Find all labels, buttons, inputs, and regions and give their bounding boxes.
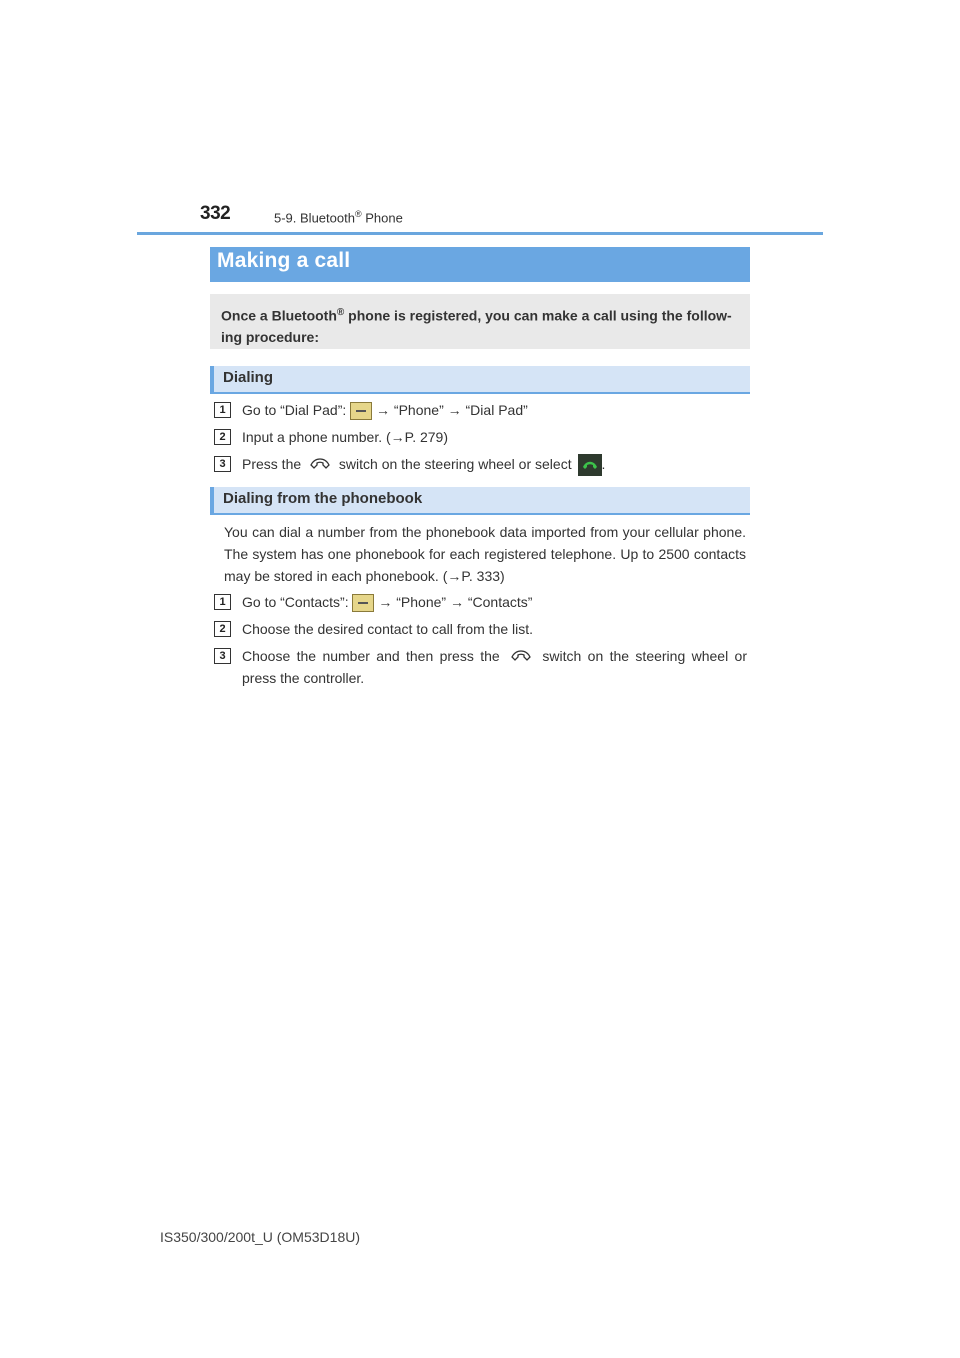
header-rule xyxy=(137,232,823,235)
section-title: Making a call xyxy=(217,249,351,272)
phonebook-step-2: Choose the desired contact to call from the list. xyxy=(242,621,534,637)
dialing-title: Dialing xyxy=(223,369,274,386)
dialing-step-3 xyxy=(242,453,747,476)
chapter-prefix: 5-9. Bluetooth xyxy=(274,210,355,226)
menu-button-icon xyxy=(352,594,374,612)
chapter-reg: ® xyxy=(354,209,362,219)
phonebook-step-3 xyxy=(242,645,747,689)
step-text: → “Phone” → “Dial Pad” xyxy=(372,402,528,418)
step-text: Go to “Contacts”: xyxy=(242,594,353,610)
intro-line-b: phone is registered, you can make a call using the follow-ing procedure: xyxy=(221,307,732,345)
section-header xyxy=(210,247,750,282)
intro-line-a: Once a Bluetooth xyxy=(221,307,337,324)
green-call-icon xyxy=(578,454,602,476)
intro-reg: ® xyxy=(336,307,345,318)
intro-text xyxy=(221,302,741,348)
phonebook-header xyxy=(210,487,750,515)
step-number: 3 xyxy=(214,456,231,472)
intro-box xyxy=(210,294,750,349)
footer-model: IS350/300/200t_U (OM53D18U) xyxy=(160,1229,360,1245)
step-number: 2 xyxy=(214,429,231,445)
step-text: switch on the steering wheel or press the controller. xyxy=(242,648,747,686)
phonebook-paragraph: You can dial a number from the phonebook data imported from your cellular phone. The system has one phonebook for each registered telephone. Up to 2500 contacts may be stored in each phonebook. (→P. 333) xyxy=(224,524,746,584)
step-number: 3 xyxy=(214,648,231,664)
dialing-step-2: Input a phone number. (→P. 279) xyxy=(242,429,448,445)
phone-switch-icon xyxy=(309,455,331,471)
dialing-header xyxy=(210,366,750,394)
step-number: 2 xyxy=(214,621,231,637)
step-text: → “Phone” → “Contacts” xyxy=(374,594,533,610)
step-text: Press the xyxy=(242,456,306,472)
phone-switch-icon xyxy=(510,647,532,663)
step-number: 1 xyxy=(214,594,231,610)
phonebook-step-1 xyxy=(242,591,747,613)
dialing-step-1 xyxy=(242,399,747,421)
step-text: Choose the number and then press the xyxy=(242,648,507,664)
step-text: switch on the steering wheel or select xyxy=(335,456,576,472)
step-text: . xyxy=(601,456,606,472)
step-text: Go to “Dial Pad”: xyxy=(242,402,351,418)
chapter-title xyxy=(274,209,403,225)
chapter-suffix: Phone xyxy=(361,210,403,226)
menu-button-icon xyxy=(350,402,372,420)
step-number: 1 xyxy=(214,402,231,418)
page-number: 332 xyxy=(200,203,231,224)
phonebook-title: Dialing from the phonebook xyxy=(223,490,423,507)
